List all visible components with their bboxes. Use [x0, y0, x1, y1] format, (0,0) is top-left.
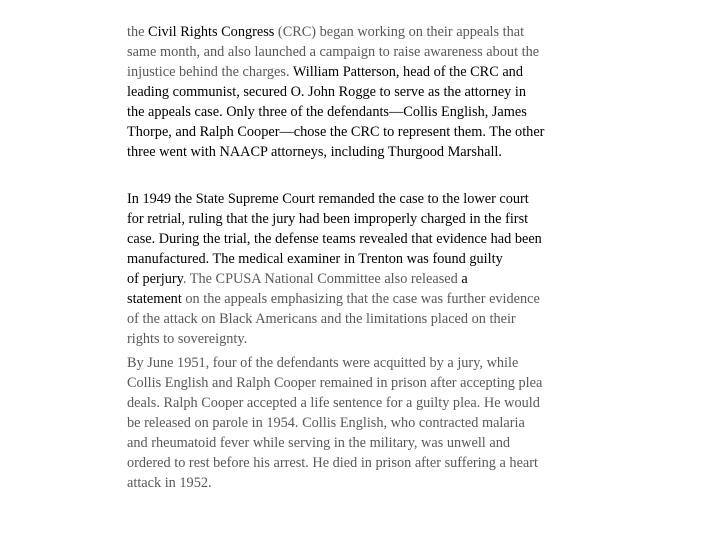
text-line	[127, 329, 602, 349]
text-segment: the	[127, 24, 149, 40]
text-line	[127, 189, 602, 209]
text-line	[127, 353, 602, 373]
text-segment: William Patterson, head of the CRC and	[292, 64, 523, 80]
text-line	[127, 309, 602, 329]
text-segment: of the attack on Black Americans and the limitations placed on their	[127, 311, 516, 327]
text-segment: Collis English and Ralph Cooper remained in prison after accepting plea	[127, 375, 543, 391]
text-segment: injustice behind the charges.	[127, 64, 293, 80]
text-segment: By June 1951, four of the defendants were acquitted by a jury, while	[127, 355, 519, 371]
text-segment: statement	[127, 291, 182, 307]
text-line	[127, 289, 602, 309]
text-line	[127, 413, 602, 433]
text-segment: of	[127, 271, 143, 287]
text-line	[127, 22, 602, 42]
text-segment: deals. Ralph Cooper accepted a life sentence for a guilty plea. He would	[127, 395, 540, 411]
paragraph-acquittals	[127, 353, 602, 493]
text-segment: (CRC) began working on their appeals that	[274, 24, 525, 40]
text-segment: Thorpe, and Ralph Cooper—chose the CRC to represent them. The other	[127, 124, 545, 140]
text-line	[127, 82, 602, 102]
text-line	[127, 393, 602, 413]
text-segment: rights to sovereignty.	[127, 331, 248, 347]
text-line	[127, 62, 602, 82]
text-segment: ordered to rest before his arrest. He died in prison after suffering a heart	[127, 455, 539, 471]
text-line	[127, 453, 602, 473]
text-line	[127, 373, 602, 393]
text-segment: three went with NAACP attorneys, including Thurgood Marshall.	[127, 144, 502, 160]
text-segment: manufactured. The medical examiner in Trenton was found guilty	[127, 251, 503, 267]
text-segment: . The CPUSA National Committee also released	[182, 271, 462, 287]
text-segment: be released on parole in 1954. Collis English, who contracted malaria	[127, 415, 525, 431]
text-segment: on the appeals emphasizing that the case was further evidence	[181, 291, 540, 307]
paragraph-supreme-court-remand	[127, 189, 602, 349]
paragraph-crc-appeals	[127, 22, 602, 162]
text-segment: case. During the trial, the defense teams revealed that evidence had been	[127, 231, 542, 247]
text-line	[127, 142, 602, 162]
text-segment: same month, and also launched a campaign to raise awareness about the	[127, 44, 540, 60]
text-line	[127, 209, 602, 229]
text-segment: Civil Rights Congress	[148, 24, 275, 40]
text-line	[127, 229, 602, 249]
text-segment: the appeals case. Only three of the defendants—Collis English, James	[127, 104, 527, 120]
text-line	[127, 249, 602, 269]
text-line	[127, 102, 602, 122]
text-segment: In 1949 the State Supreme Court remanded the case to the lower court	[127, 191, 529, 207]
text-segment: for retrial, ruling that the jury had been improperly charged in the first	[127, 211, 529, 227]
text-segment: perjury	[142, 271, 183, 287]
text-line	[127, 42, 602, 62]
text-segment: a	[461, 271, 468, 287]
text-line	[127, 122, 602, 142]
text-segment: leading communist, secured O. John Rogge to serve as the attorney in	[127, 84, 527, 100]
text-line	[127, 269, 602, 289]
text-segment: and rheumatoid fever while serving in the military, was unwell and	[127, 435, 510, 451]
text-segment: attack in 1952.	[127, 475, 212, 491]
text-line	[127, 433, 602, 453]
text-line	[127, 473, 602, 493]
